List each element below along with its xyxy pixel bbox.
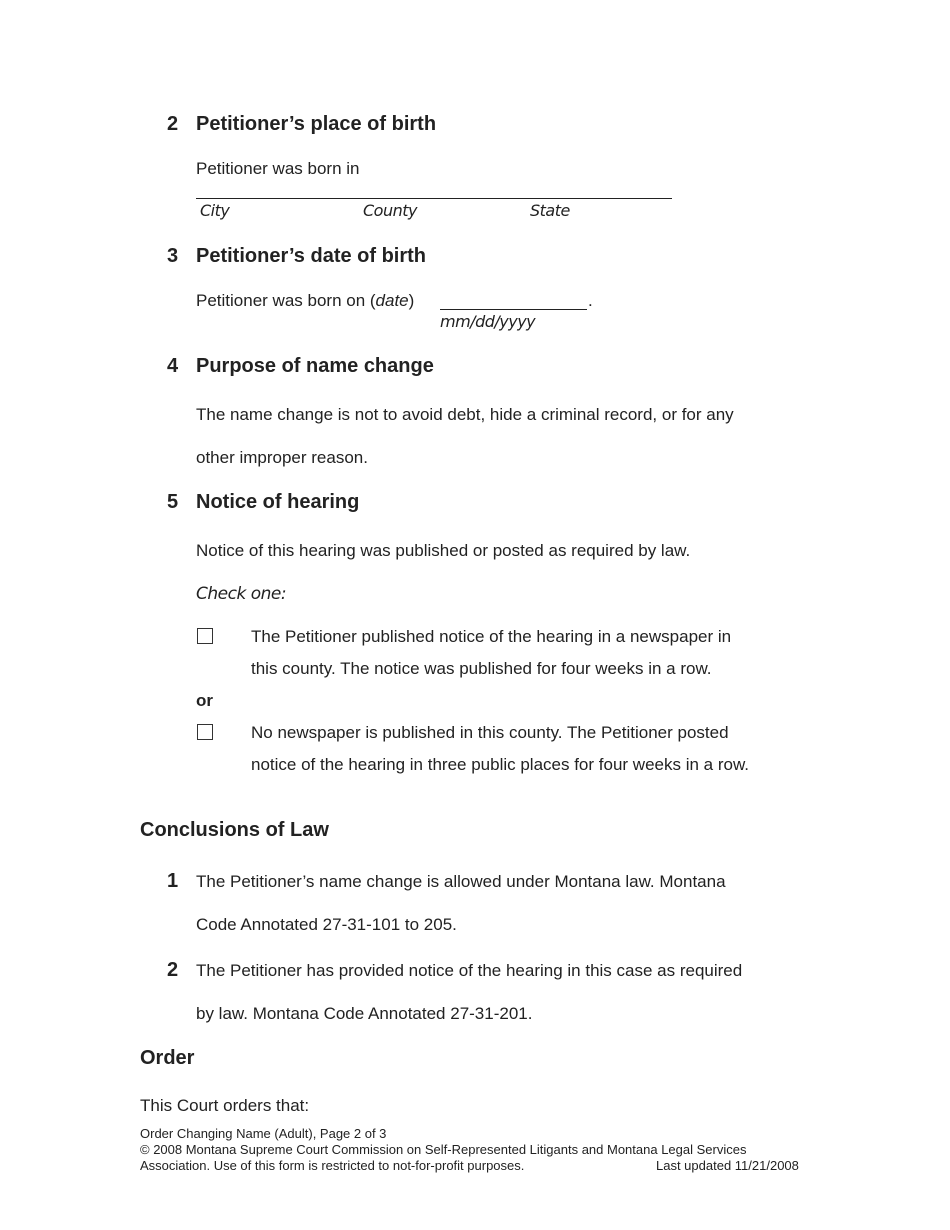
conclusions-heading: Conclusions of Law (140, 819, 329, 841)
conclusion1-line1: The Petitioner’s name change is allowed under Montana law. Montana (196, 872, 726, 891)
check-one-label: Check one: (196, 584, 287, 604)
option1-line1: The Petitioner published notice of the hearing in a newspaper in (251, 627, 732, 646)
place-of-birth-heading: Petitioner’s place of birth (196, 113, 437, 135)
place-of-birth-field[interactable] (196, 198, 672, 199)
item-number: 2 (167, 959, 179, 981)
conclusion1-line2: Code Annotated 27-31-101 to 205. (196, 915, 457, 934)
option2-line2: notice of the hearing in three public places for four weeks in a row. (251, 755, 750, 774)
state-label: State (530, 201, 570, 220)
footer-restriction: Association. Use of this form is restricted to not-for-profit purposes. (140, 1158, 525, 1173)
option2-line1: No newspaper is published in this county. The Petitioner posted (251, 723, 729, 742)
period: . (588, 291, 593, 310)
item-number: 2 (167, 113, 179, 135)
or-label: or (196, 691, 213, 710)
item-number: 1 (167, 870, 179, 892)
county-label: County (363, 201, 417, 220)
date-of-birth-text: Petitioner was born on (date) (196, 291, 415, 310)
date-of-birth-field[interactable] (440, 309, 587, 310)
option1-line2: this county. The notice was published for four weeks in a row. (251, 659, 712, 678)
city-label: City (200, 201, 230, 220)
footer-title: Order Changing Name (Adult), Page 2 of 3 (140, 1126, 387, 1141)
conclusion2-line2: by law. Montana Code Annotated 27-31-201. (196, 1004, 533, 1023)
footer-updated: Last updated 11/21/2008 (656, 1158, 799, 1173)
purpose-text-line1: The name change is not to avoid debt, hide a criminal record, or for any (196, 405, 734, 424)
footer-copyright: © 2008 Montana Supreme Court Commission on Self-Represented Litigants and Montana Legal Services (140, 1142, 747, 1157)
date-format-label: mm/dd/yyyy (440, 312, 536, 331)
item-number: 3 (167, 245, 179, 267)
order-text: This Court orders that: (140, 1096, 310, 1115)
date-of-birth-heading: Petitioner’s date of birth (196, 245, 427, 267)
item-number: 4 (167, 355, 179, 377)
newspaper-checkbox[interactable] (197, 628, 213, 644)
purpose-text-line2: other improper reason. (196, 448, 368, 467)
notice-text: Notice of this hearing was published or posted as required by law. (196, 541, 691, 560)
conclusion2-line1: The Petitioner has provided notice of the hearing in this case as required (196, 961, 743, 980)
place-of-birth-text: Petitioner was born in (196, 159, 360, 178)
item-number: 5 (167, 491, 179, 513)
posted-checkbox[interactable] (197, 724, 213, 740)
purpose-heading: Purpose of name change (196, 355, 434, 377)
order-heading: Order (140, 1047, 195, 1069)
notice-heading: Notice of hearing (196, 491, 360, 513)
